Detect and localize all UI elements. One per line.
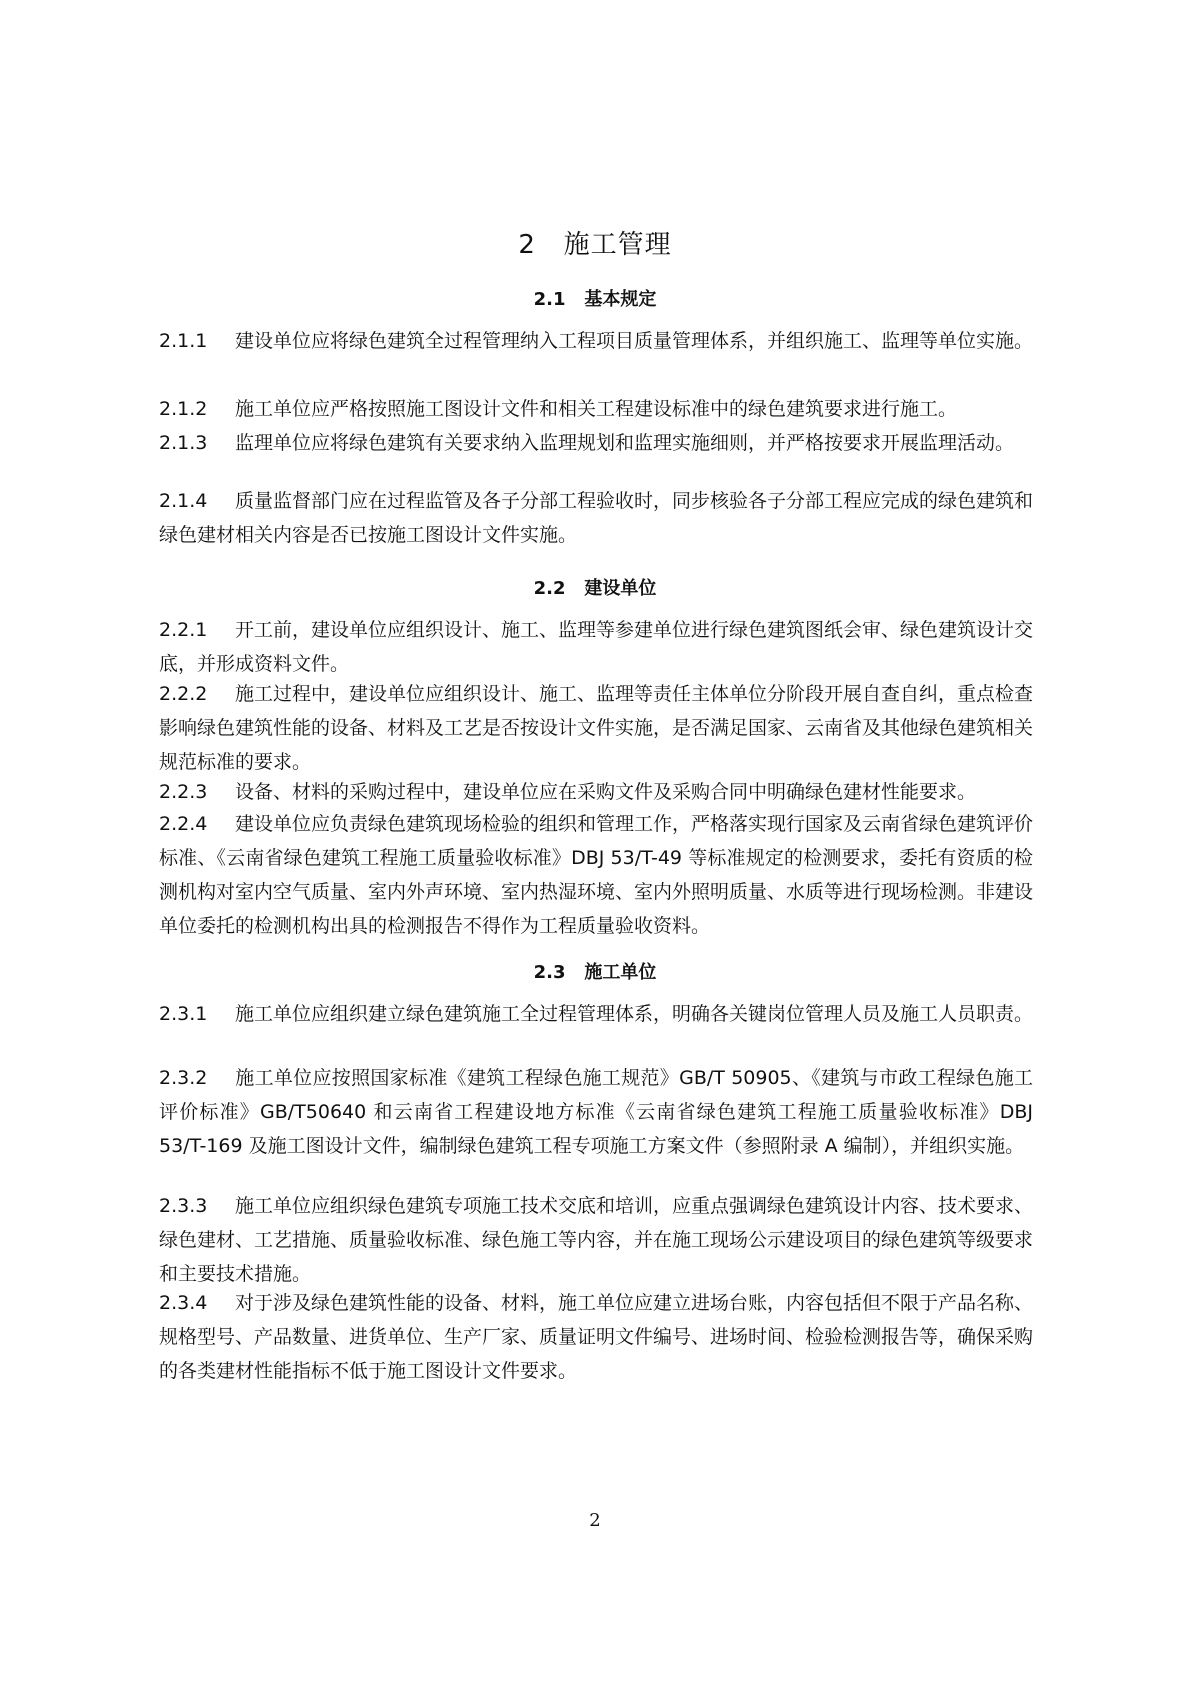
clause-number: 2.3.3 [159, 1195, 208, 1217]
clause [159, 775, 1033, 809]
clause [159, 1189, 1033, 1291]
clause-text: 建设单位应负责绿色建筑现场检验的组织和管理工作，严格落实现行国家及云南省绿色建筑评价标准、《云南省绿色建筑工程施工质量验收标准》DBJ 53/T-49 等标准规定的检测要求，委托有资质的检测机构对室内空气质量、室内外声环境、室内热湿环境、室内外照明质量、水质等进行现场检测。非建设单位委托的检测机构出具的检测报告不得作为工程质量验收资料。 [159, 813, 1034, 937]
clause [159, 997, 1033, 1031]
clause-text: 设备、材料的采购过程中，建设单位应在采购文件及采购合同中明确绿色建材性能要求。 [235, 781, 977, 803]
clause-text: 施工单位应组织绿色建筑专项施工技术交底和培训，应重点强调绿色建筑设计内容、技术要求、绿色建材、工艺措施、质量验收标准、绿色施工等内容，并在施工现场公示建设项目的绿色建筑等级要求和主要技术措施。 [159, 1195, 1034, 1285]
clause-number: 2.3.2 [159, 1067, 208, 1089]
section-title [0, 574, 1190, 600]
clause-number: 2.3.1 [159, 1003, 208, 1025]
clause [159, 426, 1033, 460]
clause-number: 2.1.2 [159, 398, 208, 420]
clause-number: 2.2.1 [159, 619, 208, 641]
clause-text: 施工单位应组织建立绿色建筑施工全过程管理体系，明确各关键岗位管理人员及施工人员职责。 [235, 1003, 1034, 1025]
clause-number: 2.1.1 [159, 330, 208, 352]
section-number: 2.3 [533, 962, 566, 983]
clause-text: 施工过程中，建设单位应组织设计、施工、监理等责任主体单位分阶段开展自查自纠，重点检查影响绿色建筑性能的设备、材料及工艺是否按设计文件实施，是否满足国家、云南省及其他绿色建筑相关规范标准的要求。 [159, 683, 1034, 773]
section-number: 2.1 [533, 289, 566, 310]
clause-number: 2.1.4 [159, 490, 208, 512]
clause-number: 2.2.2 [159, 683, 208, 705]
clause-text: 建设单位应将绿色建筑全过程管理纳入工程项目质量管理体系，并组织施工、监理等单位实施。 [235, 330, 1034, 352]
section-title-text: 建设单位 [584, 578, 657, 599]
section-title [0, 958, 1190, 984]
clause [159, 484, 1033, 552]
clause [159, 1286, 1033, 1388]
page-number: 2 [589, 1510, 601, 1531]
clause-number: 2.1.3 [159, 432, 208, 454]
clause [159, 807, 1033, 943]
chapter-title [0, 224, 1190, 261]
clause [159, 324, 1033, 358]
clause-text: 施工单位应按照国家标准《建筑工程绿色施工规范》GB/T 50905、《建筑与市政工程绿色施工评价标准》GB/T50640 和云南省工程建设地方标准《云南省绿色建筑工程施工质量验收标准》DBJ 53/T-169 及施工图设计文件，编制绿色建筑工程专项施工方案文件（参照附录 A 编制），并组织实施。 [159, 1067, 1033, 1157]
section-title-text: 基本规定 [584, 289, 657, 310]
clause-text: 开工前，建设单位应组织设计、施工、监理等参建单位进行绿色建筑图纸会审、绿色建筑设计交底，并形成资料文件。 [159, 619, 1034, 675]
chapter-title-text: 施工管理 [563, 230, 672, 260]
clause-text: 质量监督部门应在过程监管及各子分部工程验收时，同步核验各子分部工程应完成的绿色建筑和绿色建材相关内容是否已按施工图设计文件实施。 [159, 490, 1034, 546]
clause-number: 2.2.3 [159, 781, 208, 803]
clause-text: 施工单位应严格按照施工图设计文件和相关工程建设标准中的绿色建筑要求进行施工。 [235, 398, 958, 420]
chapter-number: 2 [518, 230, 536, 260]
section-number: 2.2 [533, 578, 566, 599]
clause-number: 2.2.4 [159, 813, 208, 835]
clause [159, 392, 1033, 426]
clause-number: 2.3.4 [159, 1292, 208, 1314]
clause-text: 对于涉及绿色建筑性能的设备、材料，施工单位应建立进场台账，内容包括但不限于产品名称、规格型号、产品数量、进货单位、生产厂家、质量证明文件编号、进场时间、检验检测报告等，确保采购的各类建材性能指标不低于施工图设计文件要求。 [159, 1292, 1034, 1382]
section-title [0, 285, 1190, 311]
clause [159, 1061, 1033, 1163]
clause [159, 613, 1033, 681]
clause-text: 监理单位应将绿色建筑有关要求纳入监理规划和监理实施细则，并严格按要求开展监理活动。 [235, 432, 1015, 454]
section-title-text: 施工单位 [584, 962, 657, 983]
clause [159, 677, 1033, 779]
